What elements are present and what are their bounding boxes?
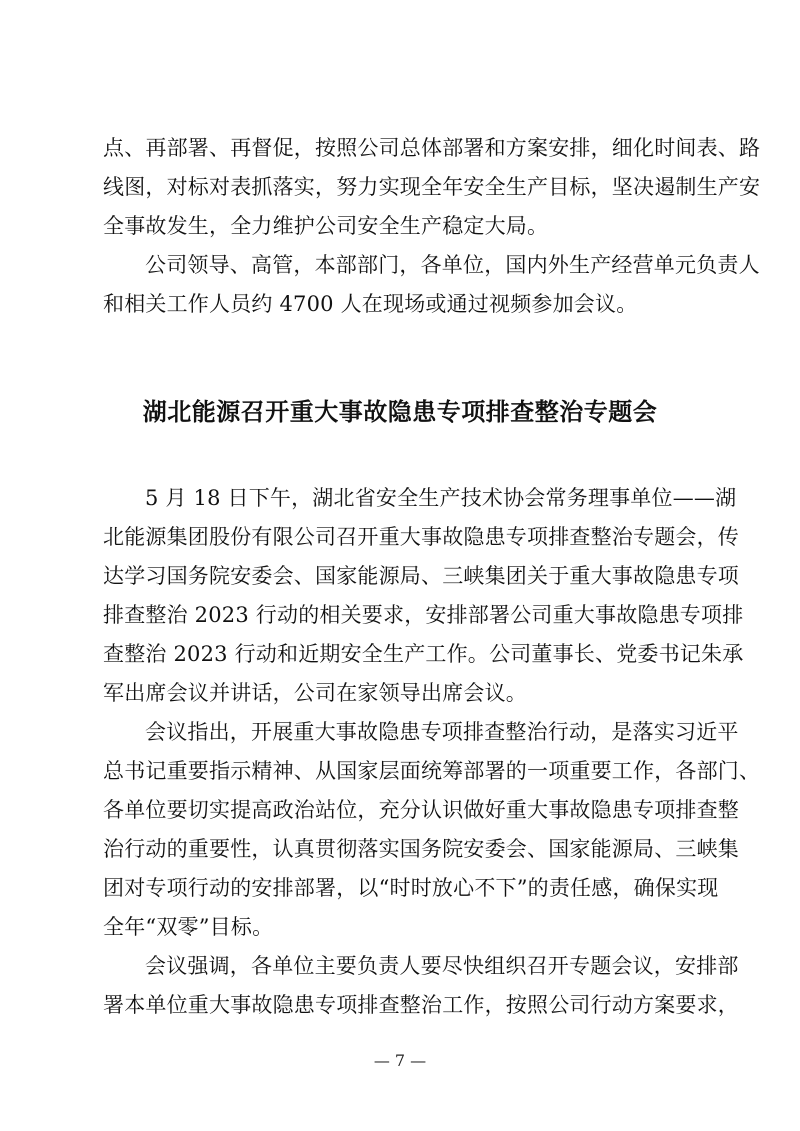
text-line: 全事故发生，全力维护公司安全生产稳定大局。 <box>103 214 549 238</box>
text-line: 团对专项行动的安排部署，以“时时放心不下”的责任感，确保实现 <box>103 876 719 900</box>
text-line: 总书记重要指示精神、从国家层面统筹部署的一项重要工作，各部门、 <box>103 759 761 783</box>
text-line: 各单位要切实提高政治站位，充分认识做好重大事故隐患专项排查整 <box>103 798 739 822</box>
text-line: 会议指出，开展重大事故隐患专项排查整治行动，是落实习近平 <box>145 720 739 744</box>
text-line: 线图，对标对表抓落实，努力实现全年安全生产目标，坚决遏制生产安 <box>103 175 761 199</box>
article-title: 湖北能源召开重大事故隐患专项排查整治专题会 <box>142 398 658 426</box>
page-number: — 7 — <box>373 1051 427 1070</box>
text-line: 公司领导、高管，本部部门，各单位，国内外生产经营单元负责人 <box>145 253 760 277</box>
text-line: 会议强调，各单位主要负责人要尽快组织召开专题会议，安排部 <box>145 954 739 978</box>
text-line: 点、再部署、再督促，按照公司总体部署和方案安排，细化时间表、路 <box>103 136 761 160</box>
text-line: 达学习国务院安委会、国家能源局、三峡集团关于重大事故隐患专项 <box>103 564 739 588</box>
text-line: 查整治 2023 行动和近期安全生产工作。公司董事长、党委书记朱承 <box>103 642 744 666</box>
text-line: 和相关工作人员约 4700 人在现场或通过视频参加会议。 <box>103 292 638 316</box>
text-line: 北能源集团股份有限公司召开重大事故隐患专项排查整治专题会，传 <box>103 525 739 549</box>
text-line: 排查整治 2023 行动的相关要求，安排部署公司重大事故隐患专项排 <box>103 603 744 627</box>
text-line: 署本单位重大事故隐患专项排查整治工作，按照公司行动方案要求， <box>103 993 739 1017</box>
text-line: 5 月 18 日下午，湖北省安全生产技术协会常务理事单位——湖 <box>145 486 737 510</box>
text-line: 军出席会议并讲话，公司在家领导出席会议。 <box>103 681 527 705</box>
text-line: 治行动的重要性，认真贯彻落实国务院安委会、国家能源局、三峡集 <box>103 837 739 861</box>
text-line: 全年“双零”目标。 <box>103 915 274 939</box>
